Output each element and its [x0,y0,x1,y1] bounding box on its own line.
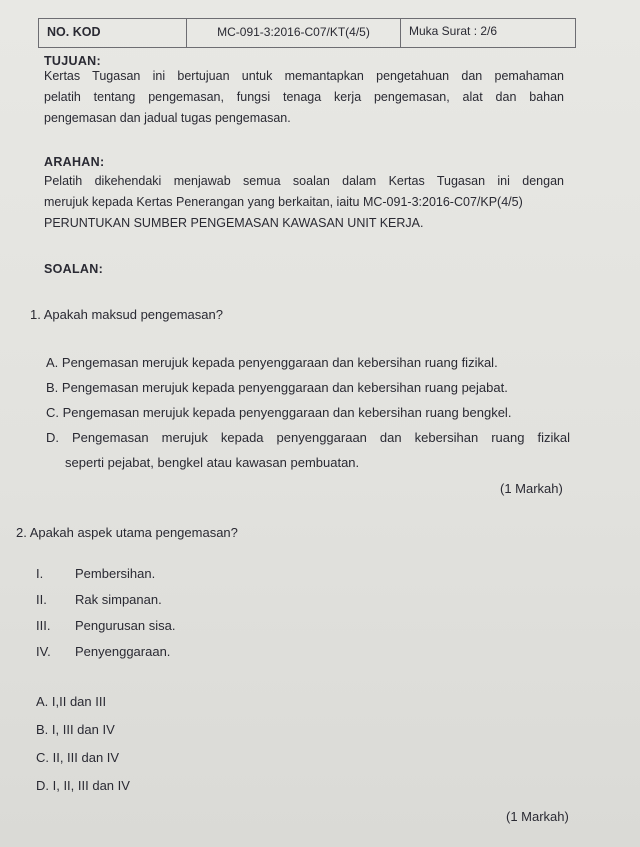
q2-item-text: Pengurusan sisa. [75,618,176,633]
question-1: 1. Apakah maksud pengemasan? [30,307,223,322]
q2-option-b: B. I, III dan IV [36,722,115,737]
q1-option-c: C. Pengemasan merujuk kepada penyenggaraan dan kebersihan ruang bengkel. [46,405,512,420]
q1-option-d: D. Pengemasan merujuk kepada penyenggaraan dan kebersihan ruang fizikal [46,430,570,445]
code-value: MC-091-3:2016-C07/KT(4/5) [187,19,401,47]
q1-option-a: A. Pengemasan merujuk kepada penyenggaraan dan kebersihan ruang fizikal. [46,355,498,370]
q2-option-d: D. I, II, III dan IV [36,778,130,793]
tujuan-line-1: Kertas Tugasan ini bertujuan untuk memantapkan pengetahuan dan pemahaman [44,69,564,83]
arahan-line-2: merujuk kepada Kertas Penerangan yang berkaitan, iaitu MC-091-3:2016-C07/KP(4/5) [44,195,523,209]
tujuan-line-3: pengemasan dan jadual tugas pengemasan. [44,111,291,125]
page-number: Muka Surat : 2/6 [409,24,498,38]
q2-item-num: IV. [36,644,51,659]
header-table [38,18,576,48]
q2-option-c: C. II, III dan IV [36,750,120,765]
arahan-heading: ARAHAN: [44,155,105,169]
arahan-line-1: Pelatih dikehendaki menjawab semua soalan dalam Kertas Tugasan ini dengan [44,174,564,188]
tujuan-paragraph [44,66,564,129]
q1-marks: (1 Markah) [500,481,563,496]
arahan-paragraph [44,171,564,234]
q1-option-b: B. Pengemasan merujuk kepada penyenggaraan dan kebersihan ruang pejabat. [46,380,508,395]
q2-item-text: Pembersihan. [75,566,156,581]
q2-item-num: III. [36,618,51,633]
q2-option-a: A. I,II dan III [36,694,107,709]
q1-option-d-continued: seperti pejabat, bengkel atau kawasan pembuatan. [65,455,360,470]
q2-item-num: I. [36,566,44,581]
q2-item-num: II. [36,592,47,607]
soalan-heading: SOALAN: [44,262,104,276]
question-2: 2. Apakah aspek utama pengemasan? [16,525,238,540]
code-label: NO. KOD [39,19,187,47]
q2-item-text: Rak simpanan. [75,592,162,607]
q2-item-text: Penyenggaraan. [75,644,171,659]
arahan-line-3: PERUNTUKAN SUMBER PENGEMASAN KAWASAN UNIT KERJA. [44,216,424,230]
tujuan-heading: TUJUAN: [44,54,101,68]
tujuan-line-2: pelatih tentang pengemasan, fungsi tenaga kerja pengemasan, alat dan bahan [44,90,564,104]
q2-marks: (1 Markah) [506,809,569,824]
